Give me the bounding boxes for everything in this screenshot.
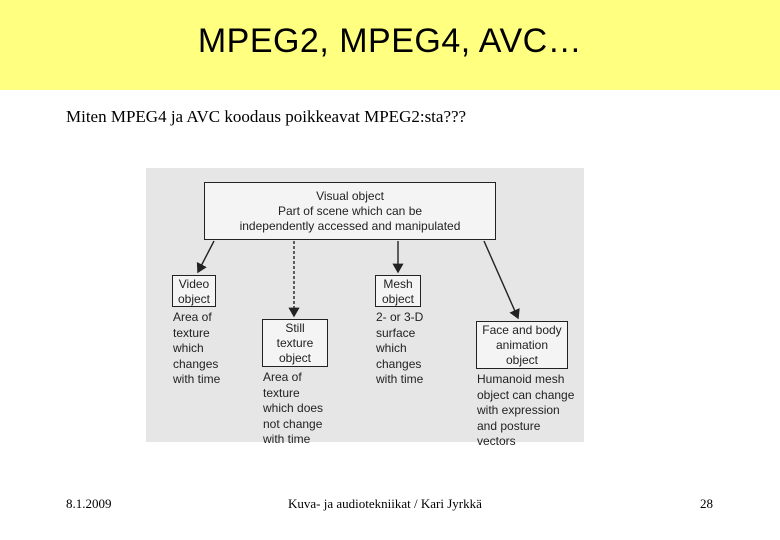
visual-object-title: Visual object <box>316 189 384 203</box>
visual-object-line3: independently accessed and manipulated <box>239 219 461 233</box>
visual-object-diagram <box>146 168 584 448</box>
footer-date: 8.1.2009 <box>66 496 112 511</box>
arrow-to-video <box>198 241 214 272</box>
slide-title: MPEG2, MPEG4, AVC… <box>197 22 583 60</box>
mesh-object-description: 2- or 3-D surface which changes with time <box>376 310 424 386</box>
video-object-description: Area of texture which changes with time <box>173 310 221 386</box>
face-body-animation-object-box: Face and body animation object <box>476 321 568 369</box>
arrow-to-face <box>484 241 518 318</box>
still-texture-object-box: Still texture object <box>262 319 328 367</box>
footer-course: Kuva- ja audiotekniikat / Kari Jyrkkä <box>288 496 482 511</box>
footer-page-number: 28 <box>700 496 713 511</box>
visual-object-box <box>204 182 496 240</box>
visual-object-line2: Part of scene which can be <box>277 204 423 218</box>
mesh-object-box: Mesh object <box>375 275 421 307</box>
face-body-animation-object-description: Humanoid mesh object can change with expression and posture vectors <box>477 372 575 448</box>
video-object-box: Video object <box>172 275 216 307</box>
slide-subtitle: Miten MPEG4 ja AVC koodaus poikkeavat MPEG2:sta??? <box>66 107 467 126</box>
still-texture-object-description: Area of texture which does not change with time <box>263 370 324 446</box>
